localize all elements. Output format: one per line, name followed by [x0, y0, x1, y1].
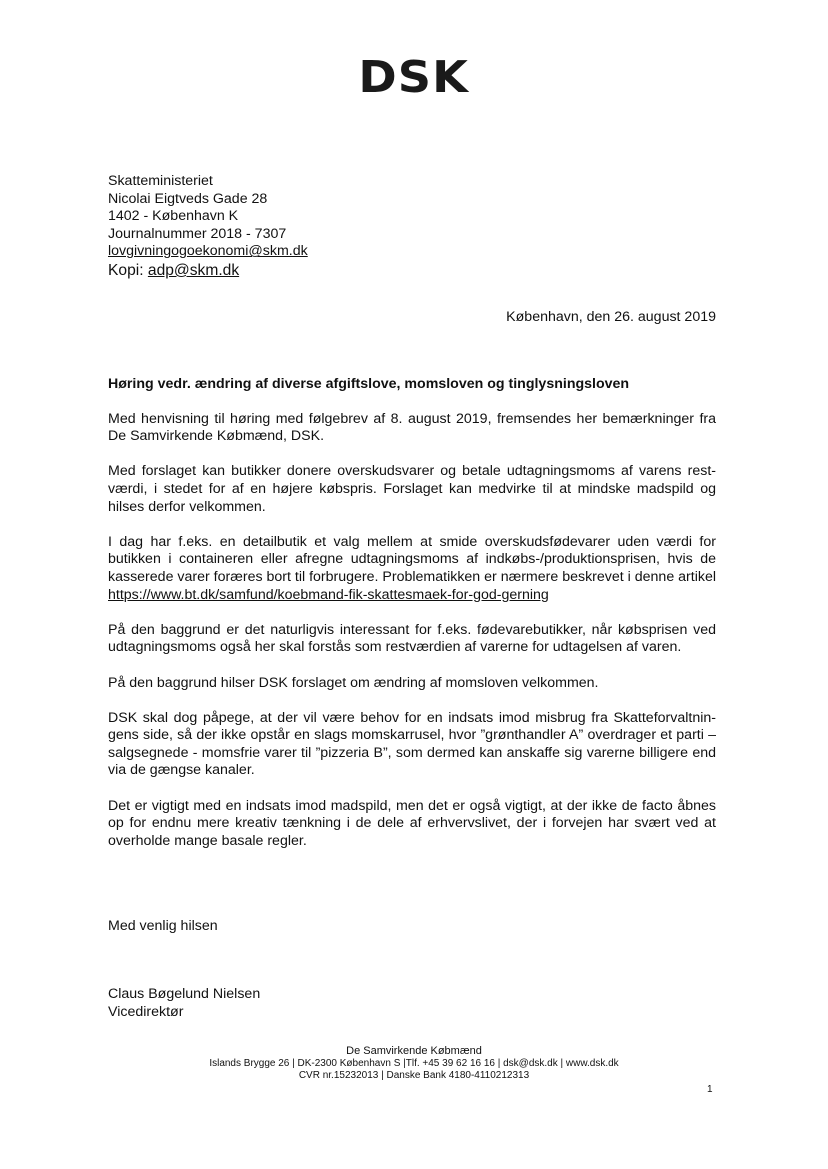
signature-block	[108, 986, 260, 1021]
copy-email-link[interactable]: adp@skm.dk	[147, 261, 240, 279]
footer-organization: De Samvirkende Købmænd	[346, 1045, 482, 1057]
journal-number: Journalnummer 2018 - 7307	[108, 225, 287, 242]
paragraph-3-text: I dag har f.eks. en detailbutik et valg mellem at smide overskudsfødevarer uden værdi for butikken i containeren eller afregne udtagningsmoms af indkøbs-/produktionsprisen, hvis de kasserede varer foræres bort til forbrugere. Problematikken er nærmere beskrevet i denne artikel	[108, 533, 716, 585]
paragraph-4: På den baggrund er det naturligvis interessant for f.eks. fødevarebutikker, når købsprisen ved udtagningsmoms også her skal forstås som restværdien af varerne for udtagelsen af varen.	[108, 621, 716, 656]
paragraph-6: DSK skal dog påpege, at der vil være behov for en indsats imod misbrug fra Skatteforvaltnin-gens side, så der ikke opstår en slags momskarrusel, hvor ”grønthandler A” overdrager et parti – salgsegnede - momsfrie varer til ”pizzeria B”, som dermed kan anskaffe sig varerne billigere end via de gængse kanaler.	[108, 709, 716, 779]
signer-title: Vicedirektør	[108, 1003, 184, 1020]
letterhead-logo	[0, 52, 828, 103]
copy-label: Kopi:	[108, 261, 144, 279]
signer-name: Claus Bøgelund Nielsen	[108, 986, 261, 1002]
closing-salutation: Med venlig hilsen	[108, 918, 218, 934]
recipient-street: Nicolai Eigtveds Gade 28	[108, 190, 268, 207]
letter-footer	[0, 1045, 828, 1083]
recipient-address-block	[108, 173, 308, 280]
paragraph-1: Med henvisning til høring med følgebrev af 8. august 2019, fremsendes her bemærkninger fra De Samvirkende Købmænd, DSK.	[108, 410, 716, 445]
footer-registry: CVR nr.15232013 | Danske Bank 4180-4110212313	[298, 1070, 530, 1082]
recipient-city: 1402 - København K	[108, 208, 239, 225]
paragraph-2: Med forslaget kan butikker donere overskudsvarer og betale udtagningsmoms af varens rest-værdi, i stedet for af en højere købspris. Forslaget kan medvirke til at mindske madspild og hilses derfor velkommen.	[108, 463, 716, 515]
footer-address: Islands Brygge 26 | DK-2300 København S |Tlf. +45 39 62 16 16 | dsk@dsk.dk | www.dsk.dk	[209, 1057, 619, 1069]
page-number: 1	[707, 1084, 713, 1095]
letter-date: København, den 26. august 2019	[506, 309, 716, 325]
article-link[interactable]: https://www.bt.dk/samfund/koebmand-fik-skattesmaek-for-god-gerning	[108, 586, 549, 603]
paragraph-5: På den baggrund hilser DSK forslaget om ændring af momsloven velkommen.	[108, 674, 599, 691]
letter-body	[108, 376, 716, 868]
paragraph-3	[108, 534, 716, 604]
paragraph-7: Det er vigtigt med en indsats imod madspild, men det er også vigtigt, at der ikke de facto åbnes op for endnu mere kreativ tænkning i de dele af erhvervslivet, der i forvejen har svært ved at overholde mange basale regler.	[108, 797, 716, 849]
letter-subject: Høring vedr. ændring af diverse afgiftslove, momsloven og tinglysningsloven	[108, 376, 630, 392]
dsk-logo: DSK	[358, 52, 470, 103]
copy-line	[108, 261, 308, 280]
recipient-email-link[interactable]: lovgivningogoekonomi@skm.dk	[108, 243, 308, 260]
recipient-name: Skatteministeriet	[108, 173, 213, 189]
